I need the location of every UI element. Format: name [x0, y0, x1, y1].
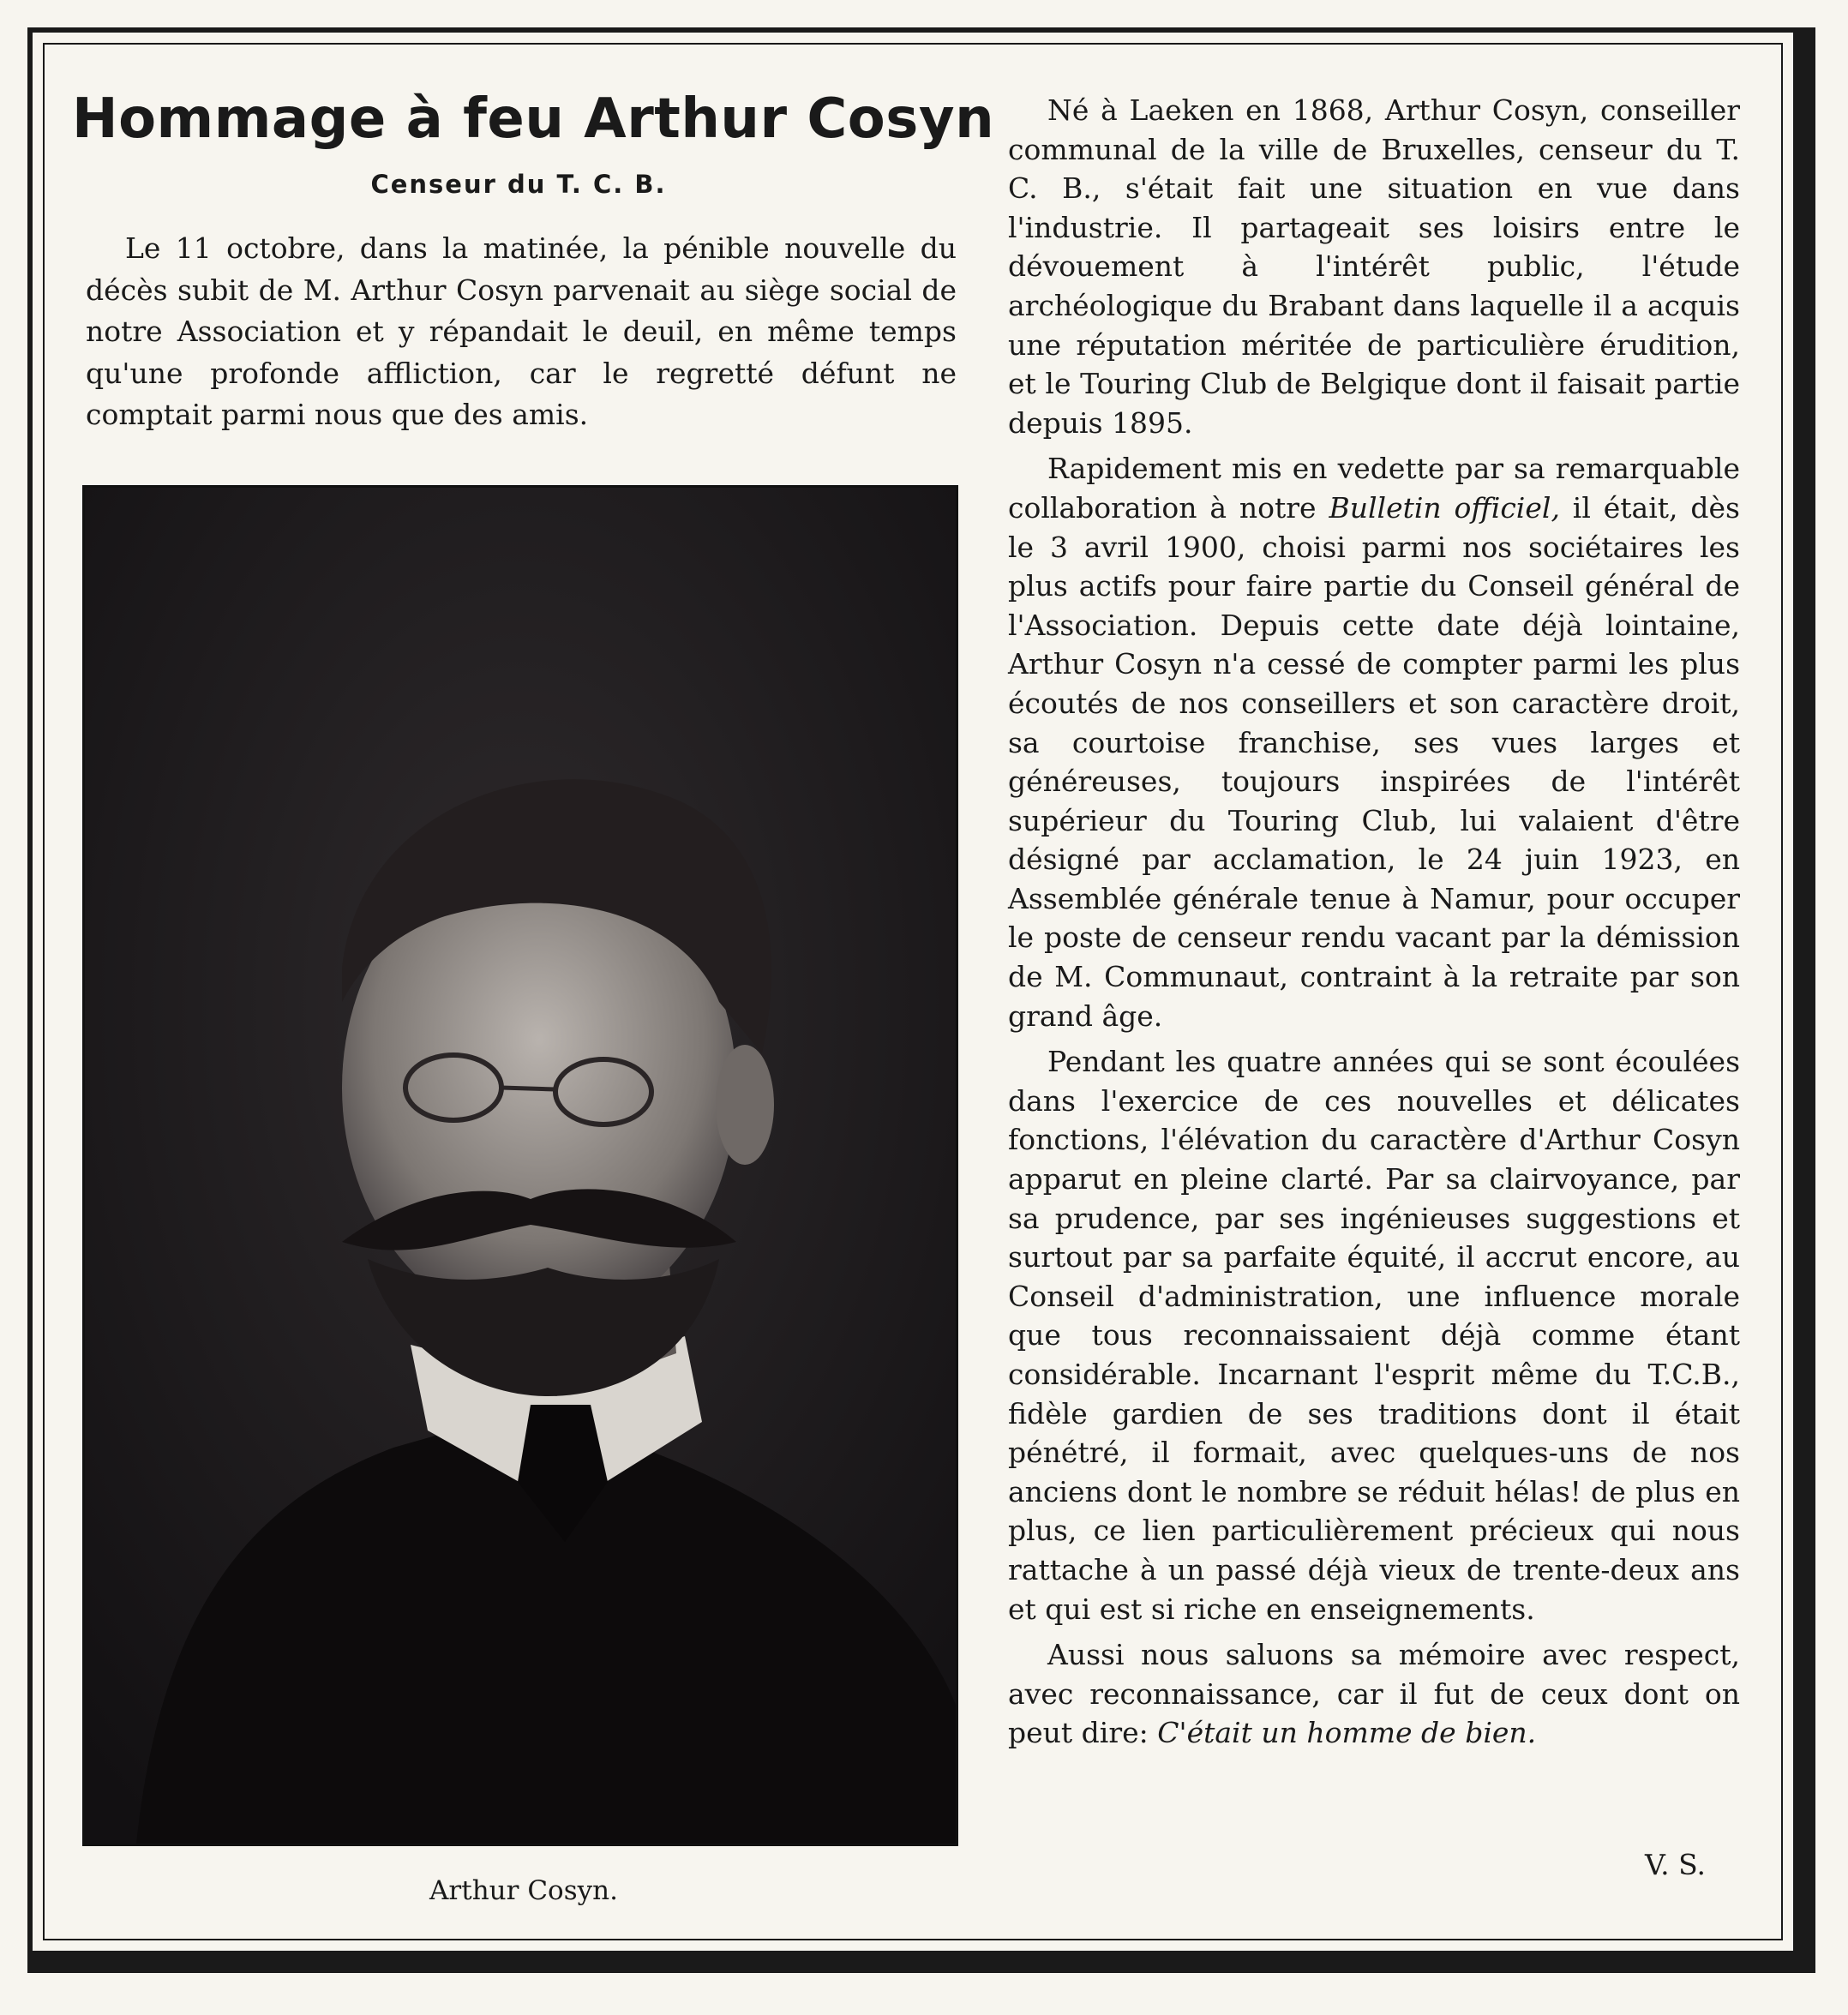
photo-caption: Arthur Cosyn. [429, 1875, 618, 1906]
paragraph-text: Pendant les quatre années qui se sont écoulées dans l'exercice de ces nouvelles et délicates fonctions, l'élévation du caractère d'Arthur Cosyn apparut en pleine clarté. Par sa clairvoyance, par sa prudence, par ses ingénieuses suggestions et surtout par sa parfaite équité, il accrut encore, au Conseil d'administration, une influence morale que tous reconnaissaient déjà comme étant considérable. Incarnant l'esprit même du T.C.B., fidèle gardien de ses traditions dont il était pénétré, il formait, avec quelques-uns de nos anciens dont le nombre se réduit hélas! de plus en plus, ce lien particulièrement précieux qui nous rattache à un passé déjà vieux de trente-deux ans et qui est si riche en enseignements. [1008, 1045, 1740, 1626]
article-body [1008, 91, 1740, 1760]
portrait-photo [82, 485, 958, 1846]
paragraph-text: Aussi nous saluons sa mémoire avec respect, avec reconnaissance, car il fut de ceux dont on peut dire: [1008, 1638, 1740, 1750]
closing-quote: C'était un homme de bien. [1157, 1716, 1537, 1750]
intro-paragraph: Le 11 octobre, dans la matinée, la pénible nouvelle du décès subit de M. Arthur Cosyn parvenait au siège social de notre Association et y répandait le deuil, en même temps qu'une profonde affliction, car le regretté défunt ne comptait parmi nous que des amis. [86, 231, 957, 431]
portrait-image [85, 488, 956, 1844]
body-paragraph-2 [1008, 449, 1740, 1035]
bulletin-title: Bulletin officiel, [1329, 490, 1560, 525]
body-paragraph-3 [1008, 1042, 1740, 1628]
author-signature: V. S. [1645, 1848, 1706, 1881]
paragraph-text: Rapidement mis en vedette par sa remarquable collaboration à notre [1008, 452, 1740, 525]
article-subtitle: Censeur du T. C. B. [370, 170, 667, 199]
body-paragraph-4 [1008, 1635, 1740, 1753]
paragraph-text: il était, dès le 3 avril 1900, choisi parmi nos sociétaires les plus actifs pour faire partie du Conseil général de l'Association. Depuis cette date déjà lointaine, Arthur Cosyn n'a cessé de compter parmi les plus écoutés de nos conseillers et son caractère droit, sa courtoise franchise, ses vues larges et généreuses, toujours inspirées de l'intérêt supérieur du Touring Club, lui valaient d'être désigné par acclamation, le 24 juin 1923, en Assemblée générale tenue à Namur, pour occuper le poste de censeur rendu vacant par la démission de M. Communaut, contraint à la retraite par son grand âge. [1008, 490, 1740, 1033]
body-paragraph-1 [1008, 91, 1740, 442]
article-title: Hommage à feu Arthur Cosyn [72, 87, 995, 151]
paragraph-text: Né à Laeken en 1868, Arthur Cosyn, conseiller communal de la ville de Bruxelles, censeur du T. C. B., s'était fait une situation en vue dans l'industrie. Il partageait ses loisirs entre le dévouement à l'intérêt public, l'étude archéologique du Brabant dans laquelle il a acquis une réputation méritée de particulière érudition, et le Touring Club de Belgique dont il faisait partie depuis 1895. [1008, 93, 1740, 440]
